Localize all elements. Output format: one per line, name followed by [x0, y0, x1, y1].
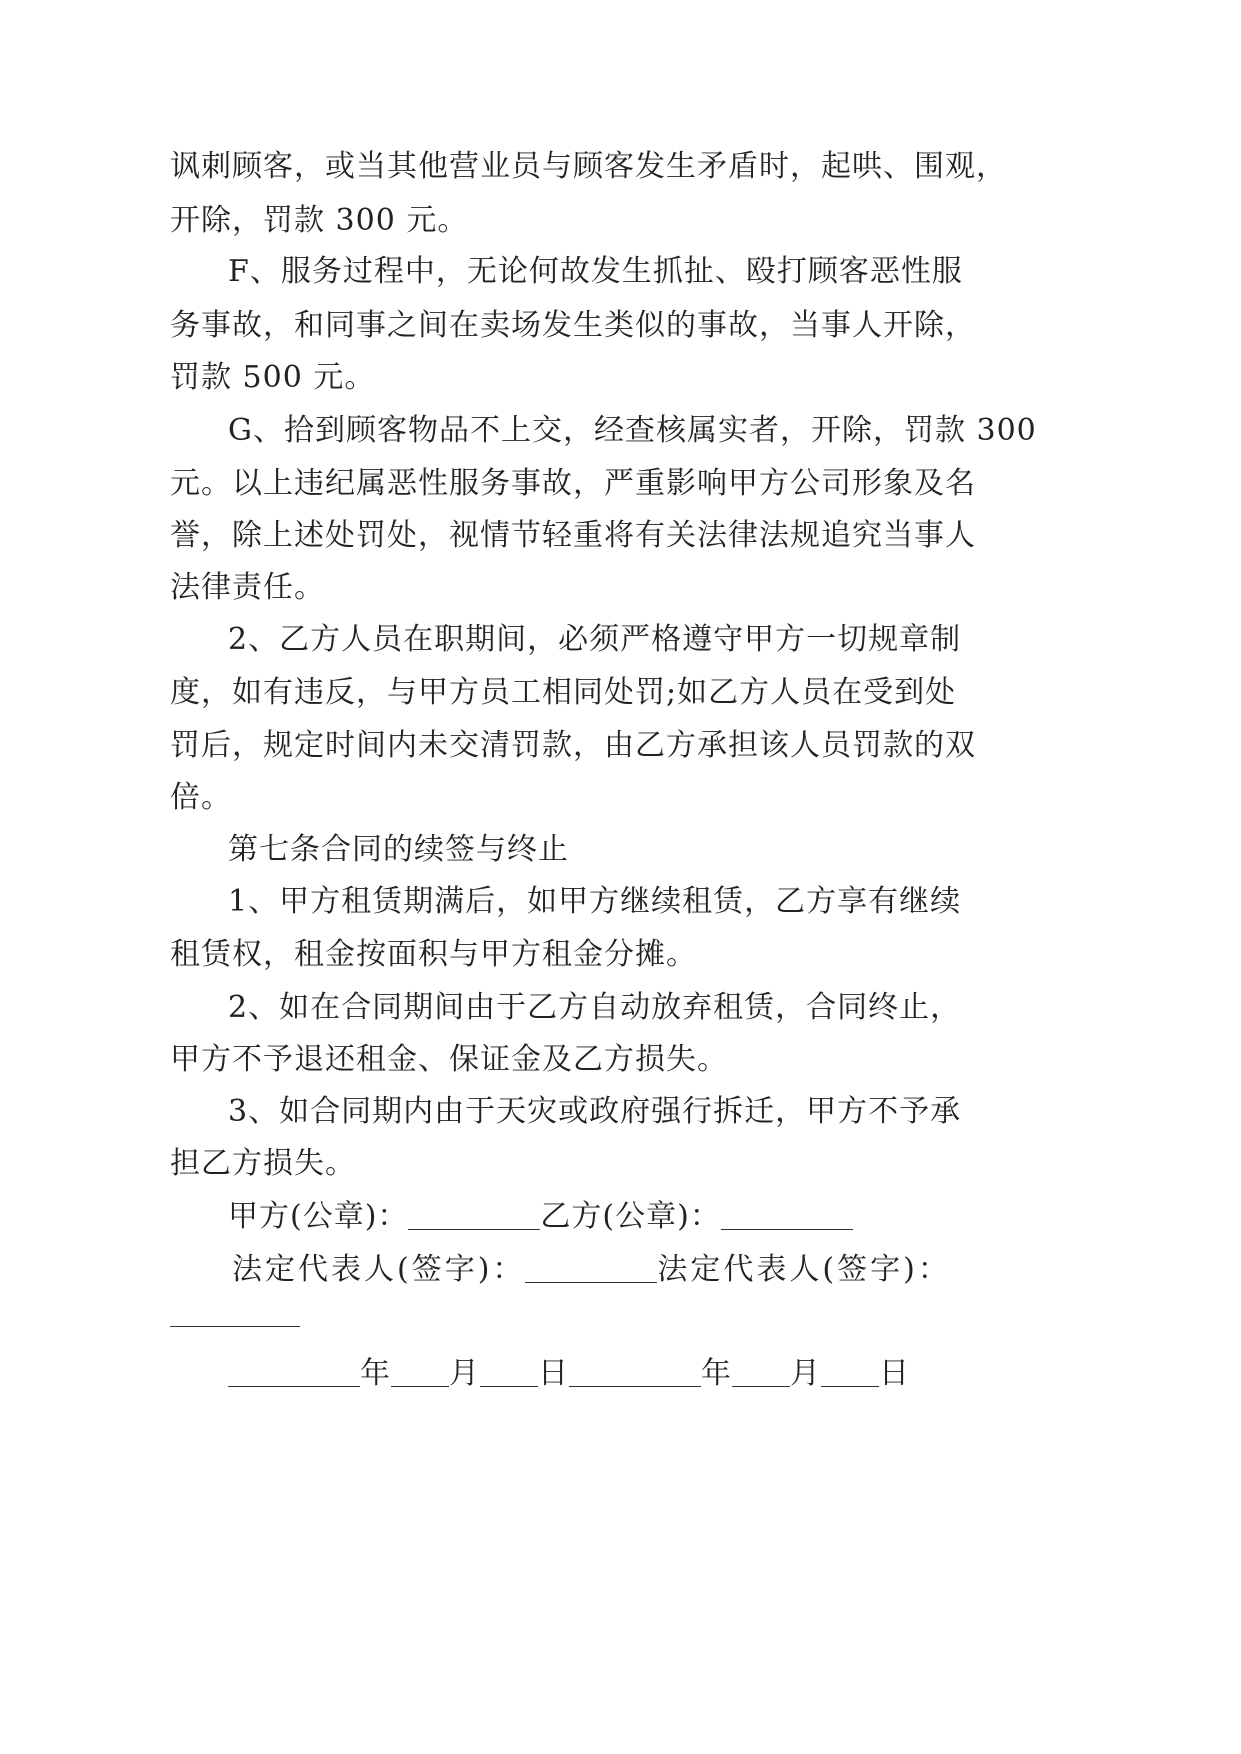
party-b-seal-blank [721, 1199, 853, 1230]
text-line: 倍。 [170, 780, 232, 815]
text-line: 2、乙方人员在职期间，必须严格遵守甲方一切规章制 [228, 622, 962, 657]
rep-b-blank [170, 1326, 300, 1327]
day-b-blank [821, 1356, 879, 1387]
text-line: 罚款 500 元。 [170, 360, 376, 395]
rep-a-label: 法定代表人(签字)： [232, 1252, 526, 1287]
text-line: 度，如有违反，与甲方员工相同处罚;如乙方人员在受到处 [170, 675, 957, 710]
day-b-label: 日 [879, 1356, 910, 1391]
text-line: 誉，除上述处罚处，视情节轻重将有关法律法规追究当事人 [170, 518, 976, 553]
text-line: 租赁权，租金按面积与甲方租金分摊。 [170, 937, 697, 972]
month-a-label: 月 [449, 1356, 480, 1391]
text-line: 法律责任。 [170, 570, 325, 605]
month-b-blank [732, 1356, 790, 1387]
text-line: 开除，罚款 300 元。 [170, 203, 469, 238]
text-line: G、拾到顾客物品不上交，经查核属实者，开除，罚款 300 [228, 413, 1037, 448]
seal-line [228, 1197, 853, 1237]
year-a-label: 年 [360, 1356, 391, 1391]
text-line: 担乙方损失。 [170, 1146, 356, 1181]
party-b-seal-label: 乙方(公章)： [540, 1199, 721, 1234]
section-heading: 第七条合同的续签与终止 [228, 832, 569, 867]
year-a-blank [228, 1356, 360, 1387]
year-b-label: 年 [701, 1356, 732, 1391]
text-line: 2、如在合同期间由于乙方自动放弃租赁，合同终止， [228, 990, 962, 1025]
party-a-seal-blank [408, 1199, 540, 1230]
day-a-label: 日 [538, 1356, 569, 1391]
text-line: 元。以上违纪属恶性服务事故，严重影响甲方公司形象及名 [170, 466, 976, 501]
text-line: F、服务过程中，无论何故发生抓扯、殴打顾客恶性服 [228, 254, 963, 289]
text-line: 讽刺顾客，或当其他营业员与顾客发生矛盾时，起哄、围观， [170, 149, 1007, 184]
month-b-label: 月 [790, 1356, 821, 1391]
text-line: 务事故，和同事之间在卖场发生类似的事故，当事人开除， [170, 308, 976, 343]
text-line: 3、如合同期内由于天灾或政府强行拆迁，甲方不予承 [228, 1094, 962, 1129]
day-a-blank [480, 1356, 538, 1387]
year-b-blank [569, 1356, 701, 1387]
party-a-seal-label: 甲方(公章)： [228, 1199, 409, 1234]
rep-a-blank [525, 1252, 657, 1283]
text-line: 1、甲方租赁期满后，如甲方继续租赁，乙方享有继续 [228, 884, 962, 919]
rep-b-label: 法定代表人(签字)： [657, 1252, 951, 1287]
date-line [228, 1354, 910, 1394]
month-a-blank [391, 1356, 449, 1387]
text-line: 罚后，规定时间内未交清罚款，由乙方承担该人员罚款的双 [170, 728, 976, 763]
representative-line [232, 1250, 951, 1290]
text-line: 甲方不予退还租金、保证金及乙方损失。 [170, 1042, 728, 1077]
